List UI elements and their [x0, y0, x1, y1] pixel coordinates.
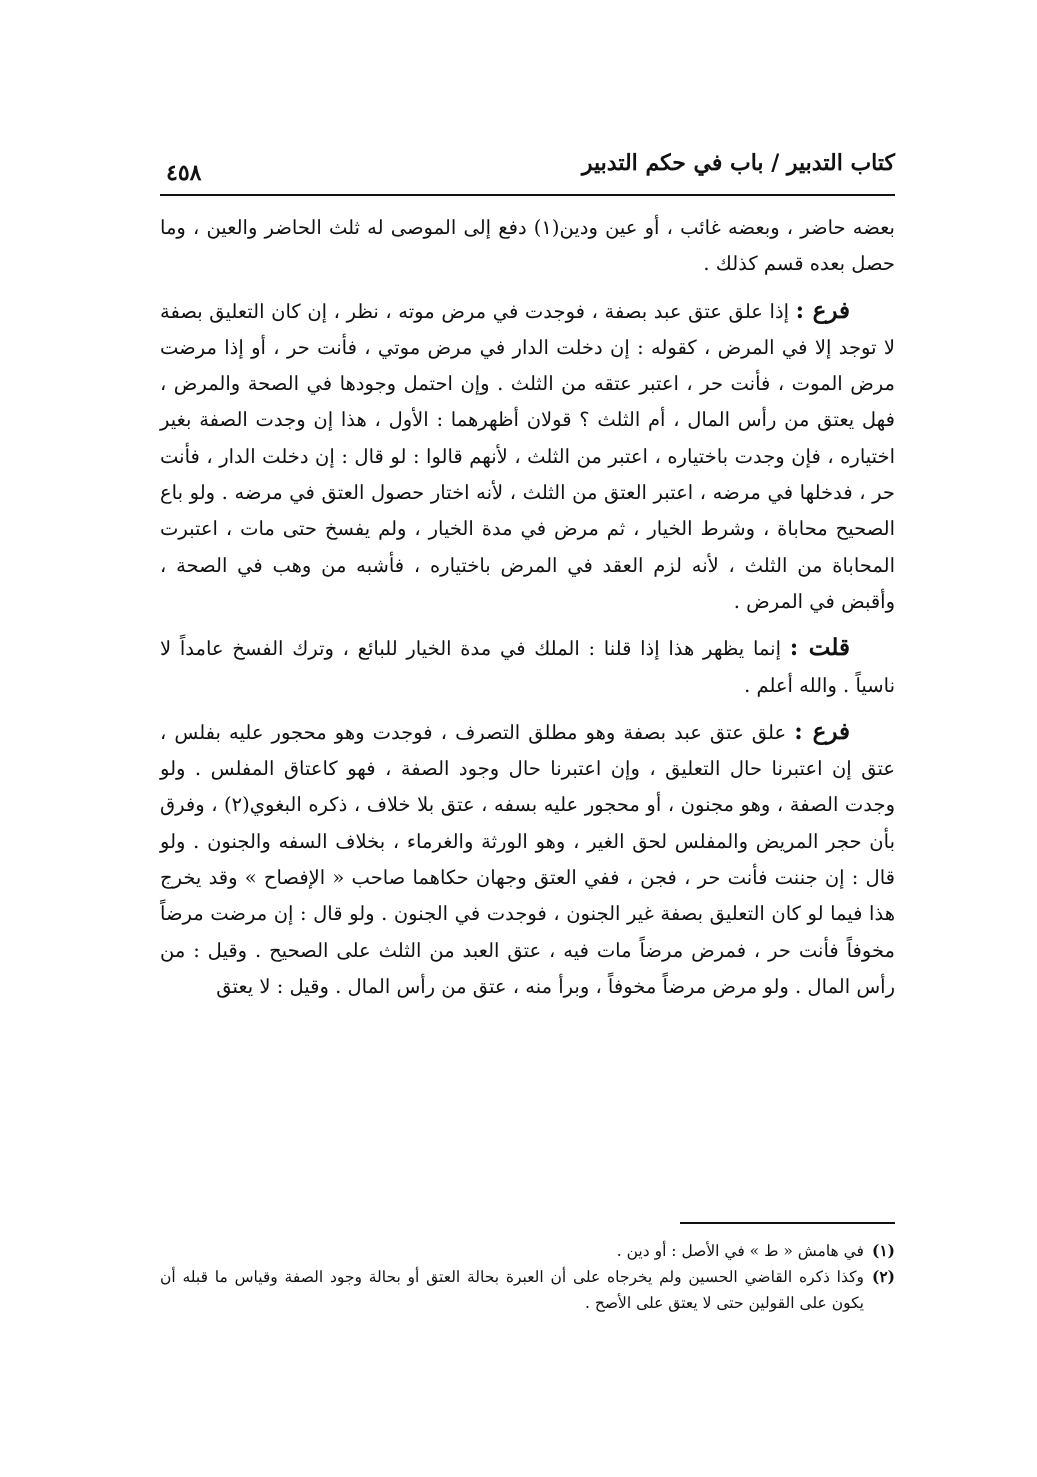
paragraph-text: بعضه حاضر ، وبعضه غائب ، أو عين ودين(١) دفع إلى الموصى له ثلث الحاضر والعين ، وما حصل بعده قسم كذلك . — [160, 216, 895, 276]
far-heading: فرع : — [794, 717, 851, 745]
footnote-separator — [680, 1222, 895, 1224]
running-title: كتاب التدبير / باب في حكم التدبير — [581, 150, 895, 176]
footnote-text: في هامش « ط » في الأصل : أو دين . — [616, 1242, 864, 1260]
page-header — [160, 150, 895, 196]
footnote-text: وكذا ذكره القاضي الحسين ولم يخرجاه على أن العبرة بحالة العتق أو بحالة وجود الصفة وقياس ما قبله أن يكون على القولين حتى لا يعتق على الأصح . — [160, 1268, 864, 1312]
paragraph-text: إذا علق عتق عبد بصفة ، فوجدت في مرض موته ، نظر ، إن كان التعليق بصفة لا توجد إلا في المرض ، كقوله : إن دخلت الدار في مرض موتي ، فأنت حر ، أو إذا مرضت مرض الموت ، فأنت حر ، اعتبر عتقه من الثلث . وإن احتمل وجودها في الصحة والمرض ، فهل يعتق من رأس المال ، أم الثلث ؟ قولان أظهرهما : الأول ، هذا إن وجدت الصفة بغير اختياره ، فإن وجدت باختياره ، اعتبر من الثلث ، لأنهم قالوا : لو قال : إن دخلت الدار ، فأنت حر ، فدخلها في مرضه ، اعتبر العتق من الثلث ، لأنه اختار حصول العتق في مرضه . ولو باع الصحيح محاباة ، وشرط الخيار ، ثم مرض في مدة الخيار ، ولم يفسخ حتى مات ، اعتبرت المحاباة من الثلث ، لأنه لزم العقد في المرض باختياره ، فأشبه من وهب في الصحة ، وأقبض في المرض . — [160, 299, 895, 613]
paragraph-far-1 — [160, 293, 895, 621]
paragraph-text: علق عتق عبد بصفة وهو مطلق التصرف ، فوجدت وهو محجور عليه بفلس ، عتق إن اعتبرنا حال التعليق ، وإن اعتبرنا حال وجود الصفة ، فهو كاعتاق المفلس . ولو وجدت الصفة ، وهو مجنون ، أو محجور عليه بسفه ، عتق بلا خلاف ، ذكره البغوي(٢) ، وفرق بأن حجر المريض والمفلس لحق الغير ، وهو الورثة والغرماء ، بخلاف السفه والجنون . ولو قال : إن جننت فأنت حر ، فجن ، ففي العتق وجهان حكاهما صاحب « الإفصاح » وقد يخرج هذا فيما لو كان التعليق بصفة غير الجنون ، فوجدت في الجنون . ولو قال : إن مرضت مرضاً مخوفاً فأنت حر ، فمرض مرضاً مات فيه ، عتق العبد من الثلث على الصحيح . وقيل : من رأس المال . ولو مرض مرضاً مخوفاً ، وبرأ منه ، عتق من رأس المال . وقيل : لا يعتق — [160, 720, 895, 998]
paragraph-continuation — [160, 210, 895, 283]
page-number: ٤٥٨ — [166, 160, 202, 186]
main-text — [160, 210, 895, 1005]
header-rule — [160, 194, 895, 196]
footnote-item — [160, 1264, 895, 1316]
footnote-number: (١) — [871, 1241, 895, 1260]
qultu-heading: قلت : — [789, 634, 850, 662]
paragraph-text: إنما يظهر هذا إذا قلنا : الملك في مدة الخيار للبائع ، وترك الفسخ عامداً لا ناسياً . والله أعلم . — [160, 637, 895, 697]
footnote-list — [160, 1238, 895, 1316]
paragraph-far-2 — [160, 714, 895, 1005]
far-heading: فرع : — [795, 296, 850, 324]
footnotes — [160, 1222, 895, 1316]
footnote-item — [160, 1238, 895, 1264]
paragraph-qultu — [160, 630, 895, 704]
footnote-number: (٢) — [871, 1267, 895, 1286]
